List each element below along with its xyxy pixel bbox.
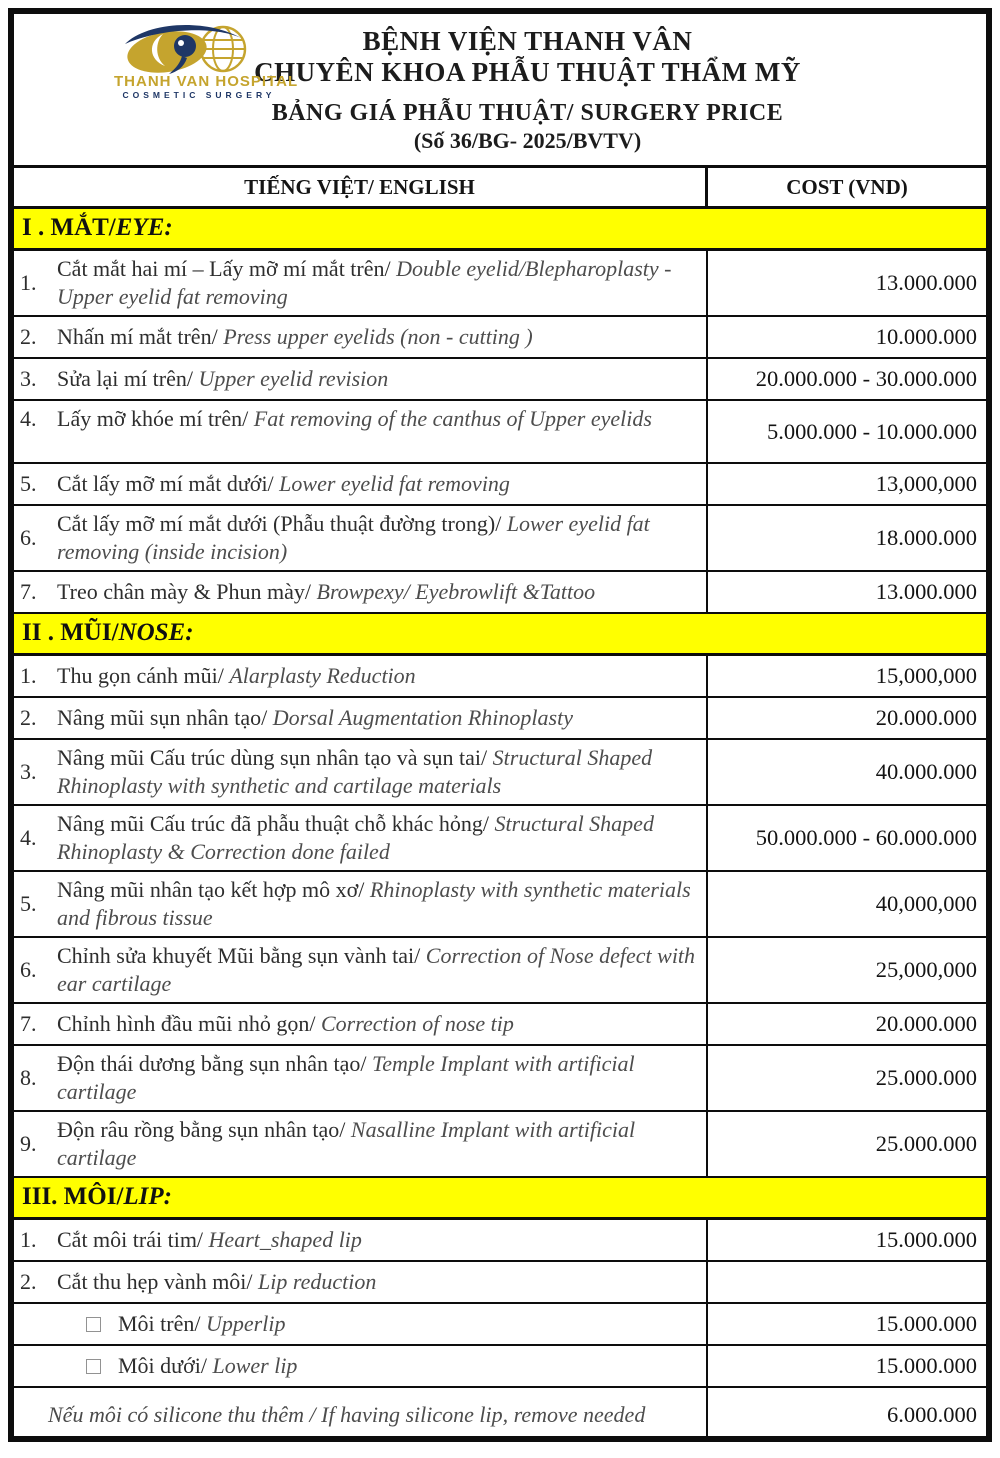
price-row <box>14 656 986 698</box>
row-number: 2. <box>20 1269 37 1294</box>
service-name-vi: Nếu môi có silicone thu thêm / <box>48 1401 316 1427</box>
cost-value: 20.000.000 <box>875 705 977 730</box>
service-name-en: If having silicone lip, remove needed <box>321 1401 646 1427</box>
service-name-en: Correction of nose tip <box>321 1011 514 1036</box>
row-number: 7. <box>20 579 37 604</box>
price-row <box>14 317 986 359</box>
service-name-vi: Môi dưới/ <box>118 1353 207 1378</box>
eye-globe-logo-icon <box>119 22 279 74</box>
service-cell <box>14 506 708 570</box>
service-cell <box>14 1046 708 1110</box>
service-cell <box>14 1262 708 1302</box>
service-name <box>57 876 696 932</box>
service-cell <box>14 740 708 804</box>
row-number: 5. <box>20 471 37 496</box>
section-header <box>14 614 986 656</box>
price-row <box>14 506 986 572</box>
price-row <box>14 572 986 614</box>
service-name-en: Upperlip <box>206 1311 286 1336</box>
service-name-en: Alarplasty Reduction <box>229 663 416 688</box>
service-name <box>57 942 696 998</box>
service-name <box>57 1116 696 1172</box>
hospital-name-line1: BỆNH VIỆN THANH VÂN <box>362 26 693 56</box>
section-title-vi: III. MÔI/ <box>22 1182 124 1210</box>
service-name-vi: Sửa lại mí trên/ <box>57 366 193 391</box>
price-row <box>14 806 986 872</box>
service-cell <box>14 806 708 870</box>
service-name <box>57 255 696 311</box>
cost-value: 40,000,000 <box>875 891 977 916</box>
cost-value: 6.000.000 <box>887 1401 977 1427</box>
price-row <box>14 938 986 1004</box>
service-name-vi: Chỉnh hình đầu mũi nhỏ gọn/ <box>57 1011 316 1036</box>
section-title-vi: II . MŨI/ <box>22 618 119 646</box>
row-number: 3. <box>20 759 37 784</box>
service-cell <box>14 698 708 738</box>
price-row <box>14 1004 986 1046</box>
cost-value: 15.000.000 <box>875 1311 977 1336</box>
service-name-en: Dorsal Augmentation Rhinoplasty <box>272 705 573 730</box>
price-row <box>14 740 986 806</box>
row-number: 2. <box>20 705 37 730</box>
row-number: 3. <box>20 366 37 391</box>
service-name-vi: Cắt mắt hai mí – Lấy mỡ mí mắt trên/ <box>57 256 391 281</box>
section-title-en: EYE: <box>115 213 173 241</box>
service-name-vi: Cắt môi trái tim/ <box>57 1227 204 1252</box>
service-cell <box>14 656 708 696</box>
cost-value: 40.000.000 <box>875 759 977 784</box>
service-name-vi: Nâng mũi sụn nhân tạo/ <box>57 705 268 730</box>
cost-value: 5.000.000 - 10.000.000 <box>767 418 977 444</box>
service-name-en: Lip reduction <box>258 1269 377 1294</box>
service-name-en: Rhinoplasty with synthetic materials and fibrous tissue <box>57 877 691 930</box>
row-number: 5. <box>20 891 37 916</box>
service-name <box>57 405 696 433</box>
service-name-vi: Treo chân mày & Phun mày/ <box>57 579 311 604</box>
column-header-language: TIẾNG VIỆT/ ENGLISH <box>14 168 708 206</box>
price-row <box>14 1262 986 1304</box>
service-name-en: Lower eyelid fat removing (inside incision) <box>57 511 650 564</box>
service-cell <box>14 872 708 936</box>
row-number: 1. <box>20 663 37 688</box>
service-cell <box>14 1304 708 1344</box>
service-name-vi: Cắt thu hẹp vành môi/ <box>57 1269 253 1294</box>
service-name-vi: Lấy mỡ khóe mí trên/ <box>57 406 249 431</box>
service-name-en: Heart_shaped lip <box>208 1227 362 1252</box>
service-name-en: Structural Shaped Rhinoplasty with synthetic and cartilage materials <box>57 745 653 798</box>
row-number: 4. <box>20 406 37 431</box>
cost-value: 15.000.000 <box>875 1227 977 1252</box>
price-row <box>14 251 986 317</box>
cost-value: 20.000.000 - 30.000.000 <box>755 366 977 391</box>
price-list-document <box>8 8 992 1442</box>
service-name <box>57 1050 696 1106</box>
service-cell <box>14 317 708 357</box>
cost-value: 25,000,000 <box>875 957 977 982</box>
service-name <box>57 704 696 732</box>
hospital-logo <box>114 22 299 101</box>
service-name-vi: Nhấn mí mắt trên/ <box>57 324 218 349</box>
service-name <box>57 470 696 498</box>
row-number: 6. <box>20 957 37 982</box>
service-name-vi: Cắt lấy mỡ mí mắt dưới (Phẫu thuật đường trong)/ <box>57 511 502 536</box>
row-number: 7. <box>20 1011 37 1036</box>
service-cell <box>14 938 708 1002</box>
section-header <box>14 1178 986 1220</box>
service-name-en: Temple Implant with artificial cartilage <box>57 1051 635 1104</box>
service-name-vi: Môi trên/ <box>118 1311 201 1336</box>
price-row <box>14 1388 986 1441</box>
cost-value <box>708 1262 986 1302</box>
service-name-en: Nasalline Implant with artificial cartilage <box>57 1117 636 1170</box>
cost-value: 15.000.000 <box>875 1353 977 1378</box>
column-header-cost: COST (VND) <box>786 174 908 199</box>
service-name <box>57 1268 696 1296</box>
cost-value: 50.000.000 - 60.000.000 <box>755 825 977 850</box>
service-name-en: Structural Shaped Rhinoplasty & Correction done failed <box>57 811 654 864</box>
cost-value: 25.000.000 <box>875 1065 977 1090</box>
row-number: 4. <box>20 825 37 850</box>
service-name-vi: Nâng mũi Cấu trúc đã phẫu thuật chỗ khác hỏng/ <box>57 811 489 836</box>
row-number: 6. <box>20 525 37 550</box>
row-number: 1. <box>20 1227 37 1252</box>
service-name-en: Lower eyelid fat removing <box>279 471 510 496</box>
service-cell <box>14 1004 708 1044</box>
service-cell <box>14 572 708 612</box>
service-name <box>48 1401 696 1429</box>
price-row <box>14 1220 986 1262</box>
price-row <box>14 401 986 464</box>
service-name-vi: Thu gọn cánh mũi/ <box>57 663 224 688</box>
service-cell <box>14 251 708 315</box>
service-name-vi: Nâng mũi nhân tạo kết hợp mô xơ/ <box>57 877 365 902</box>
price-row <box>14 359 986 401</box>
cost-value: 13,000,000 <box>875 471 977 496</box>
document-number: (Số 36/BG- 2025/BVTV) <box>413 128 642 153</box>
service-cell <box>14 464 708 504</box>
section-title-vi: I . MẮT/ <box>22 213 116 241</box>
service-name-en: Browpexy/ Eyebrowlift &Tattoo <box>316 579 596 604</box>
cost-value: 13.000.000 <box>875 270 977 295</box>
service-cell <box>14 1112 708 1176</box>
service-name-en: Fat removing of the canthus of Upper eyelids <box>253 406 652 431</box>
logo-wordmark: THANH VAN HOSPITAL <box>114 73 299 90</box>
row-number: 2. <box>20 324 37 349</box>
price-row <box>14 1112 986 1178</box>
service-name <box>57 810 696 866</box>
service-cell <box>14 1220 708 1260</box>
price-list-title: BẢNG GIÁ PHẪU THUẬT/ SURGERY PRICE <box>271 100 784 126</box>
service-name-vi: Chỉnh sửa khuyết Mũi bằng sụn vành tai/ <box>57 943 421 968</box>
service-name-en: Press upper eyelids (non - cutting ) <box>223 324 533 349</box>
service-name <box>57 662 696 690</box>
cost-value: 10.000.000 <box>875 324 977 349</box>
service-name <box>57 1226 696 1254</box>
service-name-en: Lower lip <box>212 1353 298 1378</box>
section-title-en: NOSE: <box>118 618 194 646</box>
price-row <box>14 1046 986 1112</box>
checkbox-icon <box>86 1317 101 1332</box>
service-name-vi: Cắt lấy mỡ mí mắt dưới/ <box>57 471 274 496</box>
cost-value: 13.000.000 <box>875 579 977 604</box>
price-row <box>14 872 986 938</box>
service-name-en: Double eyelid/Blepharoplasty - Upper eyelid fat removing <box>57 256 672 309</box>
service-name-vi: Độn râu rồng bằng sụn nhân tạo/ <box>57 1117 346 1142</box>
service-name <box>57 365 696 393</box>
checkbox-icon <box>86 1359 101 1374</box>
service-name <box>57 510 696 566</box>
row-number: 1. <box>20 270 37 295</box>
row-number: 8. <box>20 1065 37 1090</box>
service-name <box>57 323 696 351</box>
price-table-body <box>14 209 986 1441</box>
price-row <box>14 464 986 506</box>
service-name <box>86 1352 696 1380</box>
price-row <box>14 1304 986 1346</box>
service-name-en: Correction of Nose defect with ear cartilage <box>57 943 696 996</box>
service-name-vi: Nâng mũi Cấu trúc dùng sụn nhân tạo và sụn tai/ <box>57 745 488 770</box>
row-number: 9. <box>20 1131 37 1156</box>
price-row <box>14 1346 986 1388</box>
service-cell <box>14 1388 708 1441</box>
hospital-name-line2: CHUYÊN KHOA PHẪU THUẬT THẨM MỸ <box>254 57 801 87</box>
table-column-header-row <box>14 168 986 209</box>
cost-value: 20.000.000 <box>875 1011 977 1036</box>
section-title-en: LIP: <box>123 1182 173 1210</box>
document-header <box>14 14 986 168</box>
service-name-vi: Độn thái dương bằng sụn nhân tạo/ <box>57 1051 367 1076</box>
service-name <box>57 578 696 606</box>
service-cell <box>14 401 708 462</box>
service-cell <box>14 359 708 399</box>
service-name <box>57 1010 696 1038</box>
cost-value: 25.000.000 <box>875 1131 977 1156</box>
service-name-en: Upper eyelid revision <box>198 366 389 391</box>
service-name <box>57 744 696 800</box>
cost-value: 18.000.000 <box>875 525 977 550</box>
service-cell <box>14 1346 708 1386</box>
price-row <box>14 698 986 740</box>
cost-value: 15,000,000 <box>875 663 977 688</box>
section-header <box>14 209 986 251</box>
logo-tagline: COSMETIC SURGERY <box>122 90 276 100</box>
service-name <box>86 1310 696 1338</box>
